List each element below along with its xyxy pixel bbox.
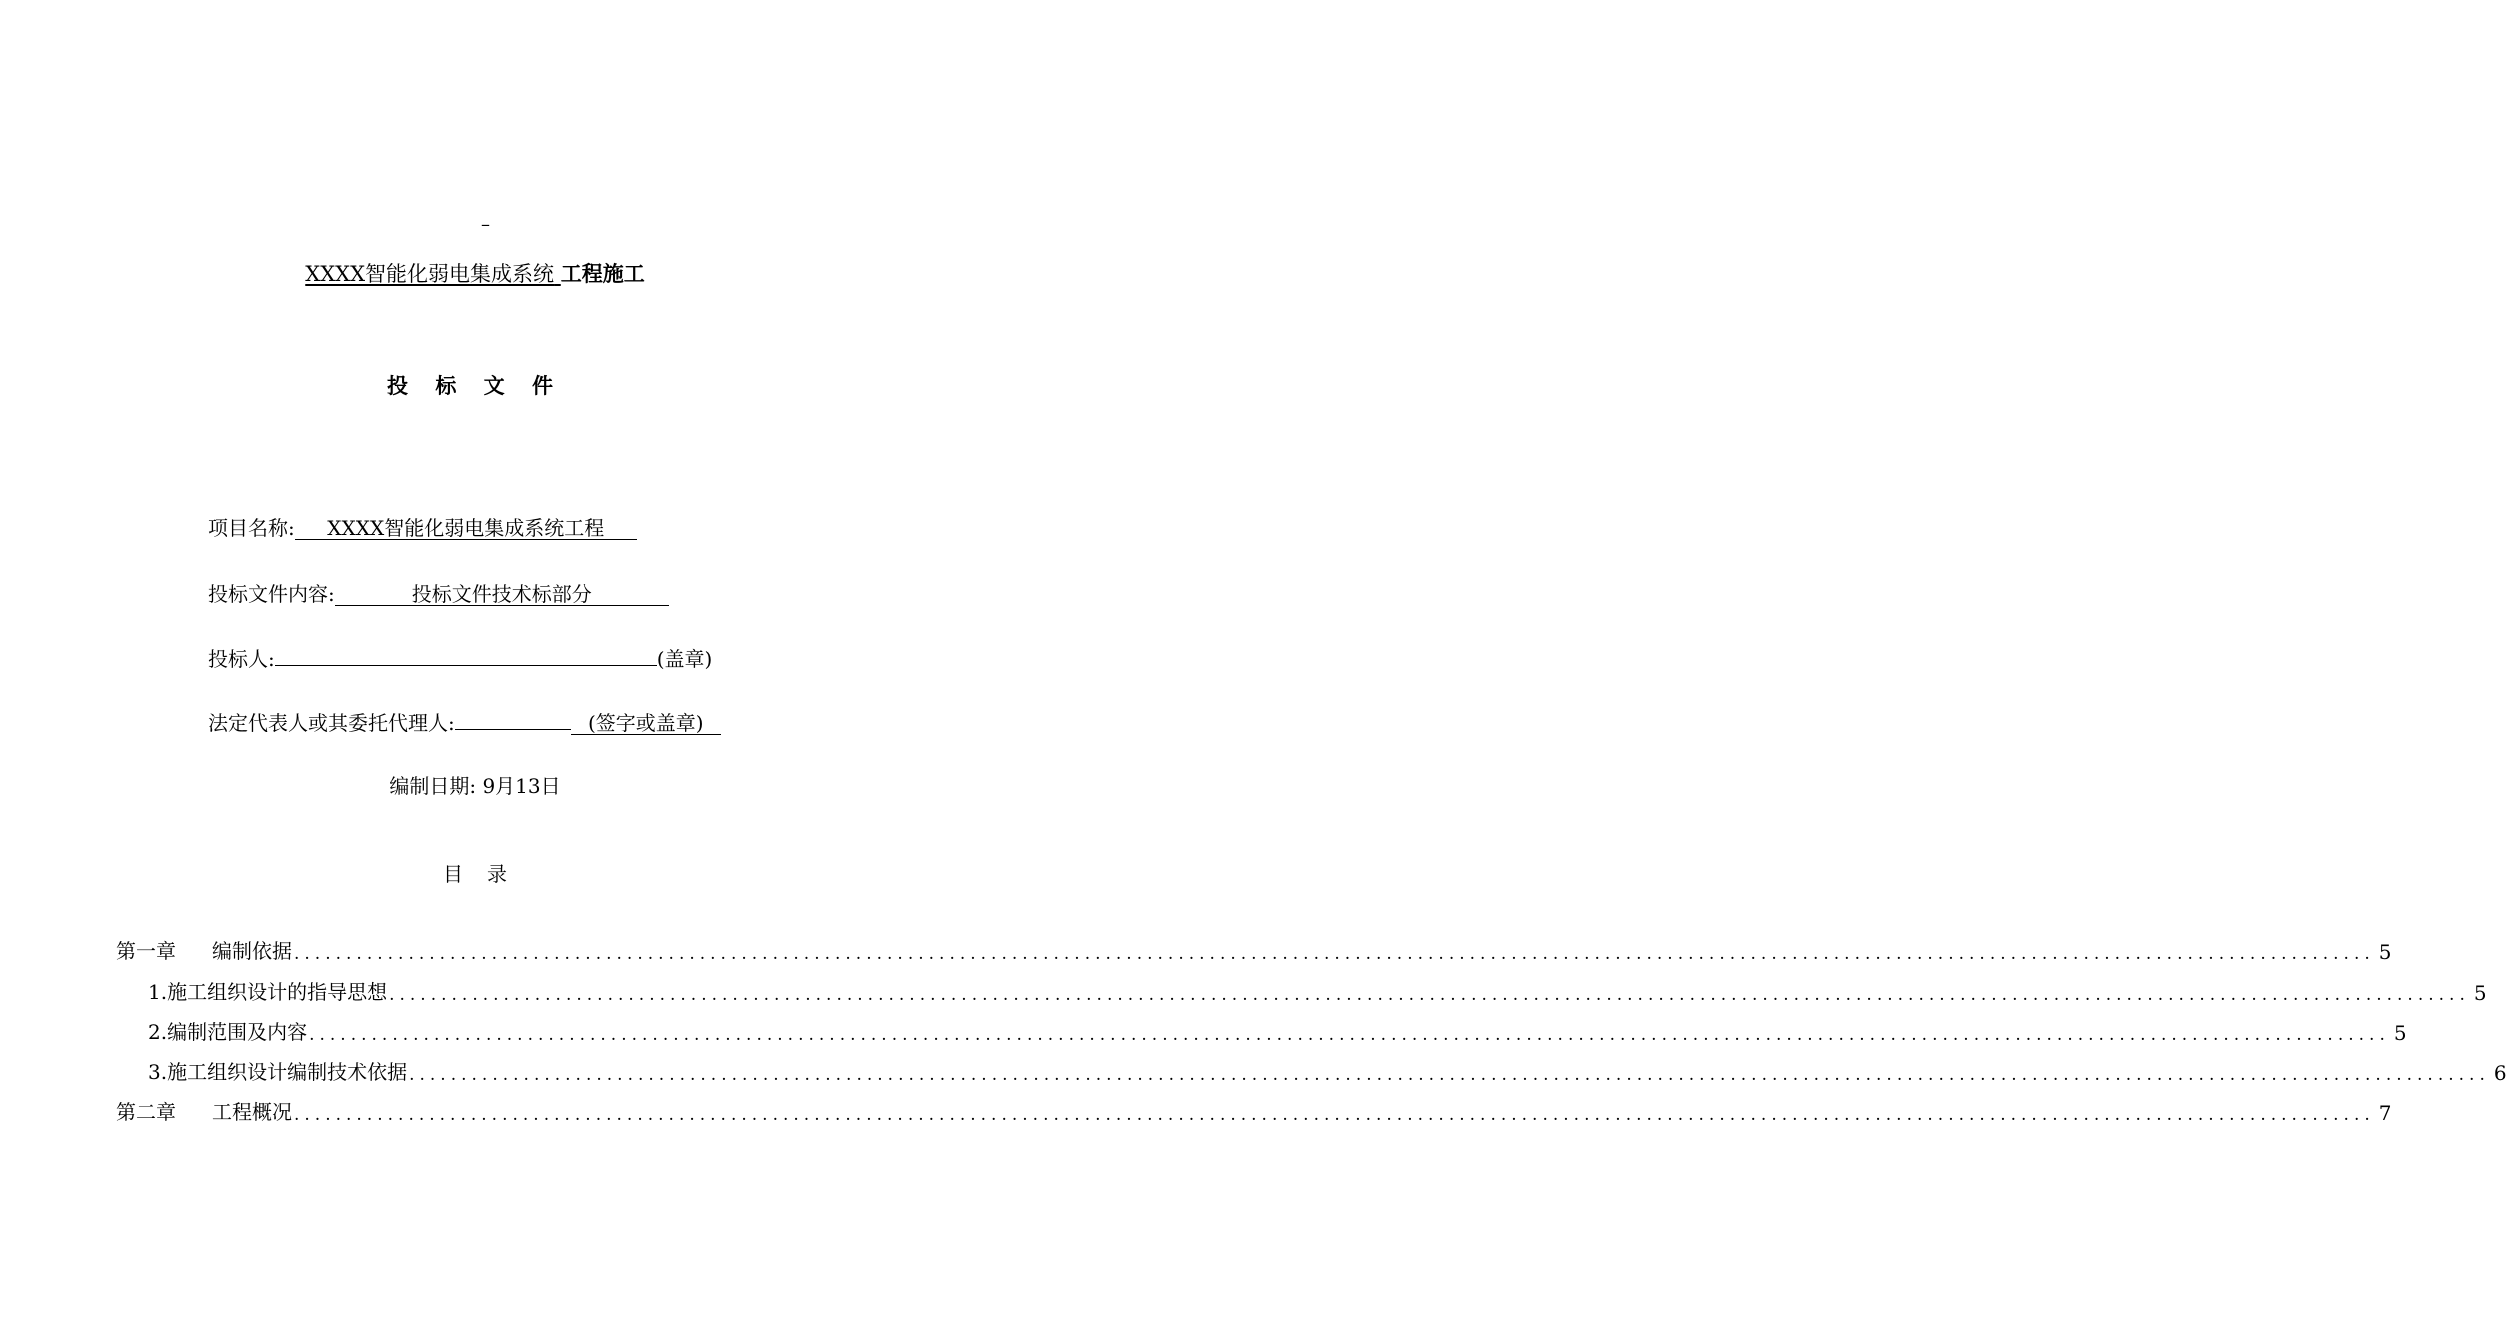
toc-leader-dots: ........................................................................................................................................................................................................ <box>309 1025 2390 1045</box>
toc-entry[interactable] <box>116 938 2392 964</box>
toc-leader-dots: ........................................................................................................................................................................................................ <box>409 1065 2490 1085</box>
cover-title <box>0 258 950 288</box>
bid-content-field <box>208 578 669 607</box>
toc-leader-dots: ........................................................................................................................................................................................................ <box>389 985 2470 1005</box>
cover-title-suffix: 工程施工 <box>560 261 645 286</box>
legal-rep-field <box>208 707 721 736</box>
toc-title: 目录 <box>443 862 531 886</box>
toc-entry-title: 施工组织设计编制技术依据 <box>167 1060 408 1084</box>
toc-chapter: 第一章 <box>116 939 176 963</box>
legal-rep-suffix: (签字或盖章) <box>571 712 721 735</box>
toc-entry-number: 3. <box>148 1060 168 1084</box>
compile-date: 编制日期: 9月13日 <box>389 774 561 798</box>
toc-page-number: 6 <box>2493 1061 2507 1085</box>
toc-page-number: 7 <box>2378 1101 2392 1125</box>
header-dash: – <box>481 214 490 235</box>
legal-rep-label: 法定代表人或其委托代理人: <box>208 711 455 735</box>
toc-page-number: 5 <box>2473 981 2487 1005</box>
bid-content-label: 投标文件内容: <box>208 582 335 606</box>
toc-entry[interactable] <box>148 979 2487 1005</box>
toc-page-number: 5 <box>2378 940 2392 964</box>
cover-title-project: XXXX智能化弱电集成系统 <box>305 262 555 286</box>
legal-rep-value <box>455 707 571 730</box>
project-name-field <box>208 512 637 541</box>
bidder-field <box>208 643 712 672</box>
bid-content-value: 投标文件技术标部分 <box>335 583 669 606</box>
toc-leader-dots: ........................................................................................................................................................................................................ <box>294 944 2375 964</box>
toc-entry-title: 编制范围及内容 <box>167 1020 308 1044</box>
bidder-suffix: (盖章) <box>656 647 713 671</box>
project-name-value: XXXX智能化弱电集成系统工程 <box>295 517 637 540</box>
toc-entry-number: 2. <box>148 1020 168 1044</box>
toc-entry-title: 编制依据 <box>212 939 292 963</box>
toc-entry[interactable] <box>148 1019 2407 1045</box>
project-name-label: 项目名称: <box>208 516 295 540</box>
toc-entry-number: 1. <box>148 980 168 1004</box>
toc-entry[interactable] <box>148 1059 2507 1085</box>
toc-leader-dots: ........................................................................................................................................................................................................ <box>294 1105 2375 1125</box>
bidder-label: 投标人: <box>208 647 275 671</box>
toc-chapter: 第二章 <box>116 1100 176 1124</box>
toc-entry-title: 施工组织设计的指导思想 <box>167 980 388 1004</box>
toc-entry[interactable] <box>116 1099 2392 1125</box>
document-title: 投 标 文 件 <box>387 373 563 398</box>
bidder-value <box>275 643 657 666</box>
toc-page-number: 5 <box>2393 1021 2407 1045</box>
toc-entry-title: 工程概况 <box>212 1100 292 1124</box>
